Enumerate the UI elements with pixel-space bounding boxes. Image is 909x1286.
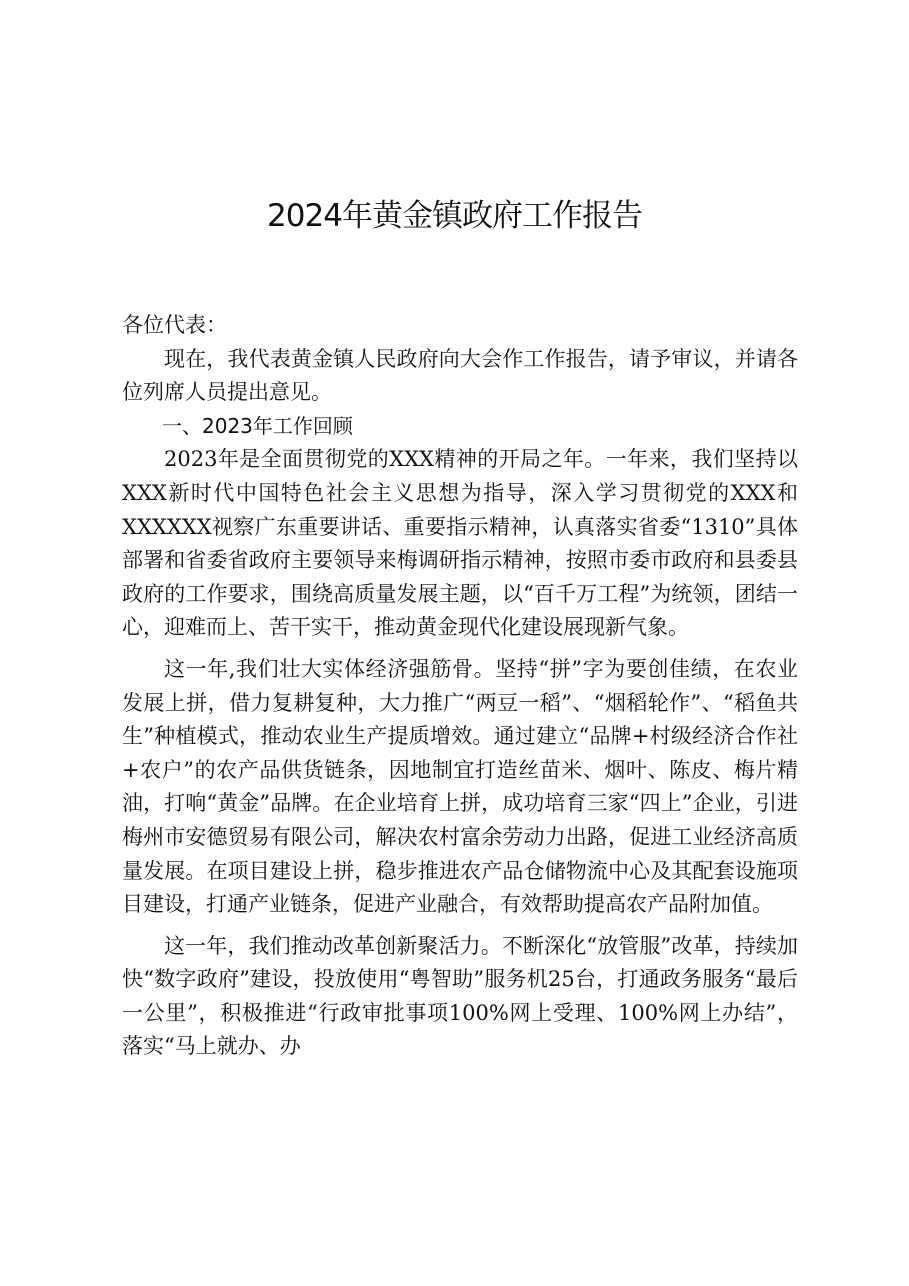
document-body <box>122 309 798 1064</box>
paragraph-overview: 2023年是全面贯彻党的XXX精神的开局之年。一年来，我们坚持以XXX新时代中国特色社会主义思想为指导，深入学习贯彻党的XXX和XXXXXX视察广东重要讲话、重要指示精神，认真落实省委“1310”具体部署和省委省政府主要领导来梅调研指示精神，按照市委市政府和县委县政府的工作要求，围绕高质量发展主题，以“百千万工程”为统领，团结一心，迎难而上、苦干实干，推动黄金现代化建设展现新气象。 <box>122 447 798 640</box>
paragraph-reform: 这一年，我们推动改革创新聚活力。不断深化“放管服”改革，持续加快“数字政府”建设，投放使用“粤智助”服务机25台，打通政务服务“最后一公里”，积极推进“行政审批事项100%网上受理、100%网上办结”，落实“马上就办、办 <box>122 933 798 1059</box>
intro-paragraph: 现在，我代表黄金镇人民政府向大会作工作报告，请予审议，并请各位列席人员提出意见。 <box>122 346 798 405</box>
section-heading: 一、2023年工作回顾 <box>162 413 353 438</box>
salutation: 各位代表： <box>122 313 227 337</box>
document-title: 2024年黄金镇政府工作报告 <box>267 198 642 234</box>
paragraph-economy: 这一年,我们壮大实体经济强筋骨。坚持“拼”字为要创佳绩，在农业发展上拼，借力复耕复种，大力推广“两豆一稻”、“烟稻轮作”、“稻鱼共生”种植模式，推动农业生产提质增效。通过建立“品牌+村级经济合作社+农户”的农产品供货链条，因地制宜打造丝苗米、烟叶、陈皮、梅片精油，打响“黄金”品牌。在企业培育上拼，成功培育三家“四上”企业，引进梅州市安德贸易有限公司，解决农村富余劳动力出路，促进工业经济高质量发展。在项目建设上拼，稳步推进农产品仓储物流中心及其配套设施项目建设，打通产业链条，促进产业融合，有效帮助提高农产品附加值。 <box>122 656 798 917</box>
